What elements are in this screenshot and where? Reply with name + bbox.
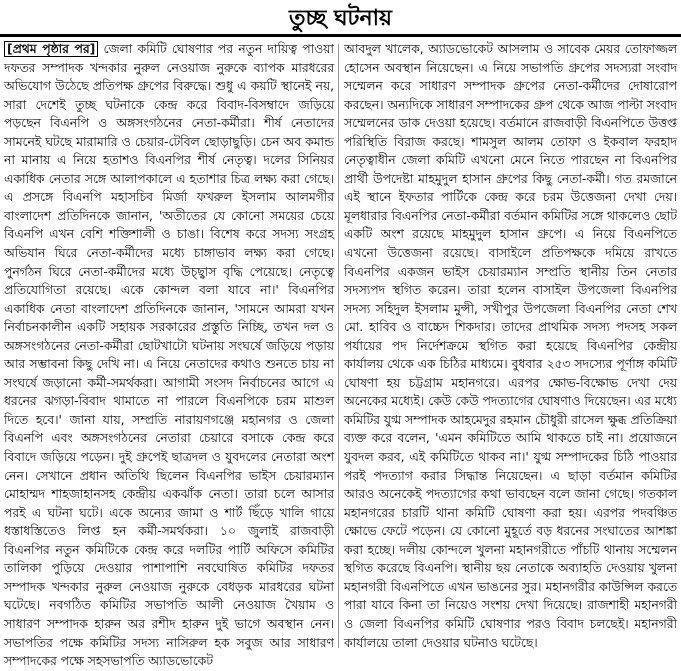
article-headline: তুচ্ছ ঘটনায় [288,6,393,31]
column-divider [338,44,339,648]
article-column-left [4,40,334,669]
article-column-right [344,40,677,650]
article-body-right: আবদুল খালেক, অ্যাডভোকেট আসলাম ও সাবেক মেয়র তোফাজ্জল হোসেন অবস্থান নিয়েছেন। এ নিয়ে সভাপতি গ্রুপের সদস্যরা সংবাদ সম্মেলন করে সাধারণ সম্পাদক গ্রুপের নেতা-কর্মীদের দোষারোপ করছেন। অন্যদিকে সাধারণ সম্পাদকের গ্রুপ থেকে আজ পাল্টা সংবাদ সম্মেলনের ডাক দেওয়া হয়েছে। বর্তমানে রাজবাড়ী বিএনপিতে উত্তপ্ত পরিস্থিতি বিরাজ করছে। শামসুল আলম তোফা ও ইকবাল ফরহাদ নেতৃত্বাধীন জেলা কমিটি এখনো মেনে নিতে পারছেন না বিএনপির প্রার্থী উপদেষ্টা মাহমুদুল হাসান গ্রুপের কিছু নেতা-কর্মী। গত রমজানে এই স্থানে ইফতার পার্টিকে কেন্দ্র করে চরম উত্তেজনা দেখা দেয়। মূলধারার বিএনপির নেতা-কর্মীরা বর্তমান কমিটির সঙ্গে থাকলেও ছোট একটি অংশ রয়েছে মাহমুদুল হাসান গ্রুপে। এ নিয়ে বিএনপিতে এখনো উত্তেজনা রয়েছে। বাসাইলে প্রতিপক্ষকে দমিয়ে রাখতে বিএনপির একজন ভাইস চেয়ারম্যান সম্প্রতি স্থানীয় তিন নেতার সদস্যপদ স্থগিত করেন। তারা হলেন বাসাইল উপজেলা বিএনপির সদস্য সহিদুল ইসলাম মুন্সী, সখীপুর উপজেলা বিএনপির নেতা শেখ মো. হাবিব ও বাচ্চেদ শিকদার। তাদের প্রাথমিক সদস্য পদসহ সকল পর্যায়ের পদ নির্দেশক্রমে স্থগিত করা হয়েছে বিএনপির কেন্দ্রীয় কার্যালয় থেকে এক চিঠির মাধ্যমে। বুধবার ২৫৩ সদস্যের পূর্ণাঙ্গ কমিটি ঘোষণা হয় চট্টগ্রাম মহানগরে। এরপর ক্ষোভ-বিক্ষোভ দেখা দেয় অনেকের মধ্যেই। কেউ কেউ পদত্যাগের ঘোষণাও দিয়েছেন। এর মধ্যে কমিটির যুগ্ম সম্পাদক আহমেদুর রহমান চৌধুরী রাসেল ক্ষুব্ধ প্রতিক্রিয়া ব্যক্ত করে বলেন, 'এমন কমিটিতে আমি থাকতে চাই না। প্রয়োজনে যুবদল করব, এই কমিটিতে থাকব না।' যুগ্ম সম্পাদকের চিঠি পাওয়ার পরই পদত্যাগ করার সিদ্ধান্ত নিয়েছেন। এ ছাড়া বর্তমান কমিটির আরও অনেকেই পদত্যাগের কথা ভাবছেন বলে জানা গেছে। গতকাল মহানগরের চারটি থানা কমিটি ঘোষণা করা হয়। এরপর পদবঞ্চিত ক্ষোভে ফেটে পড়েন। যে কোনো মুহূর্তে বড় ধরনের সংঘাতের আশঙ্কা করা হচ্ছে। দলীয় কোন্দলে খুলনা মহানগরীতে পাঁচটি থানায় সম্মেলন স্থগিত করেছে বিএনপি। স্থানীয় ছয় নেতাকে অব্যাহতি দেওয়ায় খুলনা মহানগরী বিএনপিতে এখন ভাঙনের সুর। মহানগরীর কাউন্সিল করতে পারা যাবে কিনা তা নিয়েও সংশয় দেখা দিয়েছে। রাজশাহী মহানগরী ও জেলা বিএনপির কমিটি ঘোষণার পরও বিবাদ চলছেই। মহানগরী কার্যালয়ে তালা দেওয়ার ঘটনাও ঘটেছে। [344,42,677,650]
article-body-left: জেলা কমিটি ঘোষণার পর নতুন দায়িত্ব পাওয়া দফতর সম্পাদক খন্দকার নুরুল নেওয়াজ নুরুকে ব্যাপক মারধরের অভিযোগ উঠেছে প্রতিপক্ষ গ্রুপের বিরুদ্ধে। শুধু এ কয়টি স্থানেই নয়, সারা দেশেই তুচ্ছ ঘটনাকে কেন্দ্র করে বিবাদ-বিসম্বাদে জড়িয়ে পড়ছেন বিএনপি ও অঙ্গসংগঠনের নেতা-কর্মীরা। শীর্ষ নেতাদের সামনেই ঘটছে মারামারি ও চেয়ার-টেবিল ছোড়াছুড়ি। চেন অব কমান্ড না মানায় এ নিয়ে হতাশও বিএনপির শীর্ষ নেতৃত্ব। দলের সিনিয়র একাধিক নেতার সঙ্গে আলাপকালে এ হতাশার চিত্র লক্ষ্য করা গেছে। এ প্রসঙ্গে বিএনপি মহাসচিব মির্জা ফখরুল ইসলাম আলমগীর বাংলাদেশ প্রতিদিনকে জানান, 'অতীতের যে কোনো সময়ের চেয়ে বিএনপি এখন বেশি শক্তিশালী ও চাঙা। বিশেষ করে সদস্য সংগ্রহ অভিযান ঘিরে নেতা-কর্মীদের মধ্যে চাঙ্গাভাব লক্ষ্য করা গেছে। পুনর্গঠন ঘিরে নেতা-কর্মীদের মধ্যে উচ্ছ্বাস বৃদ্ধি পেয়েছে। নেতৃত্বে প্রতিযোগিতা রয়েছে। একে কোন্দল বলা যাবে না।' বিএনপির একাধিক নেতা বাংলাদেশ প্রতিদিনকে জানান, 'সামনে আমরা যখন নির্বাচনকালীন একটি সহায়ক সরকারের প্রস্তুতি নিচ্ছি, তখন দল ও অঙ্গসংগঠনের নেতা-কর্মীরা ছোটখাটো ঘটনায় সংঘর্ষে জড়িয়ে পড়ায় আর সম্ভাবনা কিছু দেখি না। এ নিয়ে নেতাদের কথাও শুনতে চায় না সংঘর্ষে জড়ানো কর্মী-সমর্থকরা। আগামী সংসদ নির্বাচনের আগে এ ধরনের ঝগড়া-বিবাদ থামাতে না পারলে বিএনপিকে চরম মাশুল দিতে হবে।' জানা যায়, সম্প্রতি নারায়ণগঞ্জে মহানগর ও জেলা বিএনপি এবং অঙ্গসংগঠনের নেতারা চেয়ারে বসাকে কেন্দ্র করে বিবাদে জড়িয়ে পড়েন। দুই গ্রুপেই ছাত্রদল ও যুবদলের নেতারা অংশ নেন। সেখানে প্রধান অতিথি ছিলেন বিএনপির ভাইস চেয়ারম্যান মোহাম্মদ শাহজাহানসহ কেন্দ্রীয় একঝাঁক নেতা। তারা চলে আসার পরই এ ঘটনা ঘটে। একে অন্যের জামা ও শার্ট ছিঁড়ে খালি গায়ে ধস্তাধস্তিতেও লিপ্ত হন কর্মী-সমর্থকরা। ১০ জুলাই রাজবাড়ী বিএনপির নতুন কমিটিকে কেন্দ্র করে দলটির পার্টি অফিসে কমিটির তালিকা পুড়িয়ে দেওয়ার পাশাপাশি নবঘোষিত কমিটির দফতর সম্পাদক খন্দকার নুরুল নেওয়াজ নুরুকে বেধড়ক মারধরের ঘটনা ঘটেছে। নবগঠিত কমিটির সভাপতি আলী নেওয়াজ খৈয়াম ও সাধারণ সম্পাদক হারুন অর রশীদ হারুন দুই ভাগে অবস্থান নেন। সভাপতির পক্ষে কমিটির সদস্য নাসিরুল হক সবুজ আর সাধারণ সম্পাদকের পক্ষে সহসভাপতি অ্যাডভোকেট [4,42,334,669]
headline-rule [0,34,681,37]
article-paragraph-left [4,40,334,671]
page-header [0,0,681,38]
article-kicker: [প্রথম পৃষ্ঠার পর] [4,41,98,57]
